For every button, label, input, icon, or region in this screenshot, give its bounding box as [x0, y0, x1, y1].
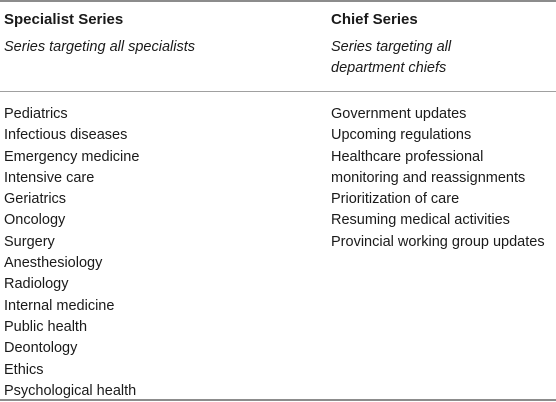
topic-list — [4, 104, 139, 402]
list-item: Provincial working group updates — [331, 233, 545, 250]
table-header-rule — [0, 91, 556, 92]
list-item: Public health — [4, 318, 88, 335]
list-item: Pediatrics — [4, 106, 68, 122]
list-item: Anesthesiology — [4, 255, 103, 272]
list-item: Oncology — [4, 212, 66, 229]
column-description: Series targeting all specialists — [4, 39, 196, 55]
list-item: Radiology — [4, 276, 69, 293]
list-item: Psychological health — [4, 382, 137, 399]
list-item: Government updates — [331, 106, 467, 122]
list-item: Internal medicine — [4, 297, 115, 314]
list-item: Infectious diseases — [4, 127, 128, 144]
column-description: Series targeting all department chiefs — [331, 39, 452, 76]
list-item: Emergency medicine — [4, 148, 140, 165]
table-top-rule — [0, 0, 556, 2]
list-item: Deontology — [4, 340, 78, 357]
list-item: Healthcare professional monitoring and reassignments — [331, 148, 526, 186]
list-item: Upcoming regulations — [331, 127, 472, 144]
list-item: Ethics — [4, 361, 44, 378]
list-item: Geriatrics — [4, 191, 67, 208]
column-title: Specialist Series — [4, 11, 124, 28]
topic-list — [331, 104, 553, 253]
list-item: Resuming medical activities — [331, 212, 510, 229]
list-item: Prioritization of care — [331, 191, 460, 208]
list-item: Intensive care — [4, 169, 95, 186]
column-title: Chief Series — [331, 11, 418, 28]
list-item: Surgery — [4, 233, 55, 250]
